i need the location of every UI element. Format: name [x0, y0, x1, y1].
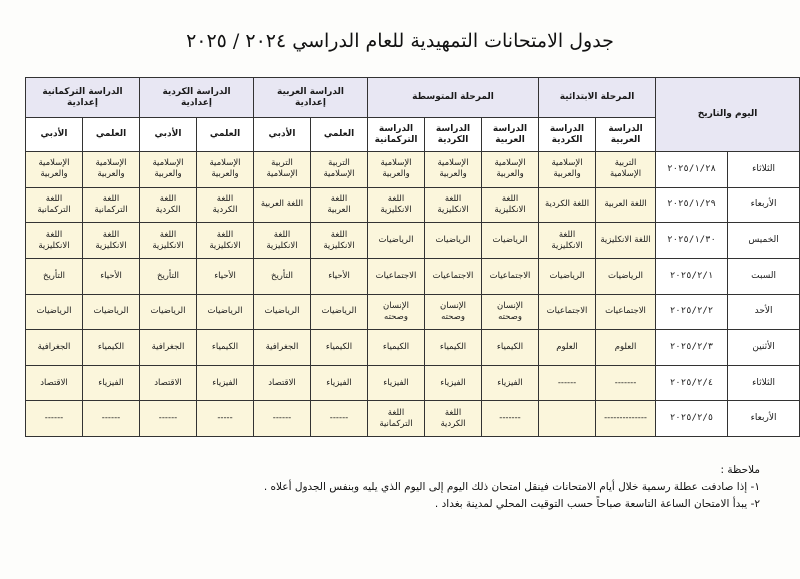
subject-cell: التأريخ: [26, 258, 83, 294]
day-cell: الثلاثاء: [728, 152, 800, 188]
subject-cell: الأحياء: [83, 258, 140, 294]
subject-cell: التأريخ: [254, 258, 311, 294]
subject-cell: الإسلامية والعربية: [539, 152, 596, 188]
subject-cell: اللغة الانكليزية: [311, 223, 368, 259]
subject-cell: الإسلامية والعربية: [26, 152, 83, 188]
table-row: [26, 223, 800, 259]
subject-cell: الرياضيات: [425, 223, 482, 259]
subject-cell: -----: [197, 401, 254, 437]
table-row: [26, 187, 800, 223]
subheader-cell: الأدبي: [26, 118, 83, 152]
subject-cell: التربية الإسلامية: [596, 152, 656, 188]
subject-cell: الإنسان وصحته: [425, 294, 482, 330]
subject-cell: التربية الإسلامية: [311, 152, 368, 188]
subject-cell: الاقتصاد: [254, 365, 311, 401]
subject-cell: -------: [482, 401, 539, 437]
subject-cell: ------: [254, 401, 311, 437]
subject-cell: الرياضيات: [254, 294, 311, 330]
date-cell: ٢٠٢٥/٢/٥: [656, 401, 728, 437]
date-cell: ٢٠٢٥/١/٣٠: [656, 223, 728, 259]
date-cell: ٢٠٢٥/٢/٤: [656, 365, 728, 401]
header-arabic-prep: الدراسة العربية إعدادية: [254, 78, 368, 118]
subject-cell: اللغة الانكليزية: [140, 223, 197, 259]
subject-cell: الرياضيات: [26, 294, 83, 330]
subject-cell: الاقتصاد: [26, 365, 83, 401]
subject-cell: الفيزياء: [197, 365, 254, 401]
subject-cell: ------: [539, 365, 596, 401]
table-row: [26, 330, 800, 366]
subject-cell: التربية الإسلامية: [254, 152, 311, 188]
subject-cell: الفيزياء: [83, 365, 140, 401]
subheader-cell: العلمي: [197, 118, 254, 152]
header-primary: المرحلة الابتدائية: [539, 78, 656, 118]
day-cell: السبت: [728, 258, 800, 294]
subject-cell: [539, 401, 596, 437]
subject-cell: الجغرافية: [254, 330, 311, 366]
subject-cell: الإنسان وصحته: [368, 294, 425, 330]
subject-cell: الفيزياء: [368, 365, 425, 401]
subject-cell: الاجتماعيات: [368, 258, 425, 294]
subject-cell: اللغة الانكليزية: [26, 223, 83, 259]
subject-cell: الإسلامية والعربية: [482, 152, 539, 188]
date-cell: ٢٠٢٥/٢/٢: [656, 294, 728, 330]
table-row: [26, 401, 800, 437]
note-line-2: ٢- يبدأ الامتحان الساعة التاسعة صباحاً حسب التوقيت المحلي لمدينة بغداد .: [434, 498, 760, 510]
subject-cell: الاجتماعيات: [596, 294, 656, 330]
subject-cell: الرياضيات: [140, 294, 197, 330]
subject-cell: الإسلامية والعربية: [83, 152, 140, 188]
subject-cell: اللغة الانكليزية: [482, 187, 539, 223]
subject-cell: الجغرافية: [140, 330, 197, 366]
subject-cell: اللغة الانكليزية: [197, 223, 254, 259]
subheader-cell: الدراسة العربية: [596, 118, 656, 152]
subheader-cell: الأدبي: [254, 118, 311, 152]
subject-cell: اللغة الانكليزية: [368, 187, 425, 223]
subject-cell: اللغة الكردية: [425, 401, 482, 437]
subject-cell: اللغة التركمانية: [83, 187, 140, 223]
subject-cell: اللغة الانكليزية: [596, 223, 656, 259]
day-cell: الأربعاء: [728, 187, 800, 223]
subject-cell: العلوم: [539, 330, 596, 366]
table-row: [26, 365, 800, 401]
subject-cell: اللغة الانكليزية: [83, 223, 140, 259]
subject-cell: الإنسان وصحته: [482, 294, 539, 330]
date-cell: ٢٠٢٥/١/٢٩: [656, 187, 728, 223]
subject-cell: الإسلامية والعربية: [368, 152, 425, 188]
subject-cell: اللغة العربية: [596, 187, 656, 223]
subject-cell: اللغة الكردية: [539, 187, 596, 223]
exam-schedule-table-wrapper: [25, 77, 779, 437]
table-row: [26, 294, 800, 330]
subject-cell: الإسلامية والعربية: [425, 152, 482, 188]
date-cell: ٢٠٢٥/١/٢٨: [656, 152, 728, 188]
subject-cell: التأريخ: [140, 258, 197, 294]
subject-cell: الرياضيات: [368, 223, 425, 259]
subject-cell: اللغة الانكليزية: [539, 223, 596, 259]
subject-cell: ------: [140, 401, 197, 437]
subject-cell: اللغة الكردية: [197, 187, 254, 223]
date-cell: ٢٠٢٥/٢/١: [656, 258, 728, 294]
subheader-cell: الدراسة العربية: [482, 118, 539, 152]
header-day-date: اليوم والتاريخ: [656, 78, 800, 152]
subject-cell: الرياضيات: [596, 258, 656, 294]
subject-cell: اللغة الكردية: [140, 187, 197, 223]
table-row: [26, 152, 800, 188]
subject-cell: الكيمياء: [83, 330, 140, 366]
subject-cell: الإسلامية والعربية: [140, 152, 197, 188]
subheader-cell: العلمي: [83, 118, 140, 152]
schedule-body: [26, 152, 800, 437]
header-row-main: [26, 78, 800, 118]
subject-cell: الكيمياء: [425, 330, 482, 366]
day-cell: الخميس: [728, 223, 800, 259]
subject-cell: الجغرافية: [26, 330, 83, 366]
subheader-cell: العلمي: [311, 118, 368, 152]
exam-schedule-table: [25, 77, 800, 437]
subject-cell: الكيمياء: [197, 330, 254, 366]
subject-cell: اللغة التركمانية: [368, 401, 425, 437]
subject-cell: الاجتماعيات: [425, 258, 482, 294]
subheader-cell: الدراسة التركمانية: [368, 118, 425, 152]
header-intermediate: المرحلة المتوسطة: [368, 78, 539, 118]
note-line-1: ١- إذا صادفت عطلة رسمية خلال أيام الامتحانات فينقل امتحان ذلك اليوم إلى اليوم الذي يليه وبنفس الجدول أعلاه .: [263, 481, 760, 493]
day-cell: الأربعاء: [728, 401, 800, 437]
subject-cell: العلوم: [596, 330, 656, 366]
subject-cell: الفيزياء: [425, 365, 482, 401]
subject-cell: الفيزياء: [482, 365, 539, 401]
subject-cell: -------: [596, 365, 656, 401]
day-cell: الثلاثاء: [728, 365, 800, 401]
day-cell: الأحد: [728, 294, 800, 330]
subject-cell: ------: [311, 401, 368, 437]
subject-cell: الكيمياء: [368, 330, 425, 366]
subject-cell: ------: [26, 401, 83, 437]
subject-cell: الرياضيات: [539, 258, 596, 294]
date-cell: ٢٠٢٥/٢/٣: [656, 330, 728, 366]
subject-cell: اللغة العربية: [311, 187, 368, 223]
subject-cell: اللغة العربية: [254, 187, 311, 223]
subject-cell: الاجتماعيات: [539, 294, 596, 330]
subheader-cell: الدراسة الكردية: [425, 118, 482, 152]
day-cell: الأثنين: [728, 330, 800, 366]
subject-cell: الإسلامية والعربية: [197, 152, 254, 188]
subject-cell: --------------: [596, 401, 656, 437]
subject-cell: الرياضيات: [311, 294, 368, 330]
subject-cell: ------: [83, 401, 140, 437]
subject-cell: اللغة التركمانية: [26, 187, 83, 223]
header-kurdish-prep: الدراسة الكردية إعدادية: [140, 78, 254, 118]
subject-cell: الأحياء: [197, 258, 254, 294]
subheader-cell: الأدبي: [140, 118, 197, 152]
notes-heading: ملاحظة :: [720, 464, 760, 476]
subject-cell: الأحياء: [311, 258, 368, 294]
subject-cell: الفيزياء: [311, 365, 368, 401]
notes-section: [40, 462, 760, 513]
subheader-cell: الدراسة الكردية: [539, 118, 596, 152]
subject-cell: الرياضيات: [482, 223, 539, 259]
subject-cell: الاقتصاد: [140, 365, 197, 401]
subject-cell: الكيمياء: [311, 330, 368, 366]
subject-cell: الرياضيات: [197, 294, 254, 330]
subject-cell: اللغة الانكليزية: [425, 187, 482, 223]
subject-cell: الرياضيات: [83, 294, 140, 330]
subject-cell: الاجتماعيات: [482, 258, 539, 294]
table-row: [26, 258, 800, 294]
subject-cell: الكيمياء: [482, 330, 539, 366]
header-turkmen-prep: الدراسة التركمانية إعدادية: [26, 78, 140, 118]
page-title: جدول الامتحانات التمهيدية للعام الدراسي ٢٠٢٤ / ٢٠٢٥: [186, 30, 614, 52]
subject-cell: اللغة الانكليزية: [254, 223, 311, 259]
